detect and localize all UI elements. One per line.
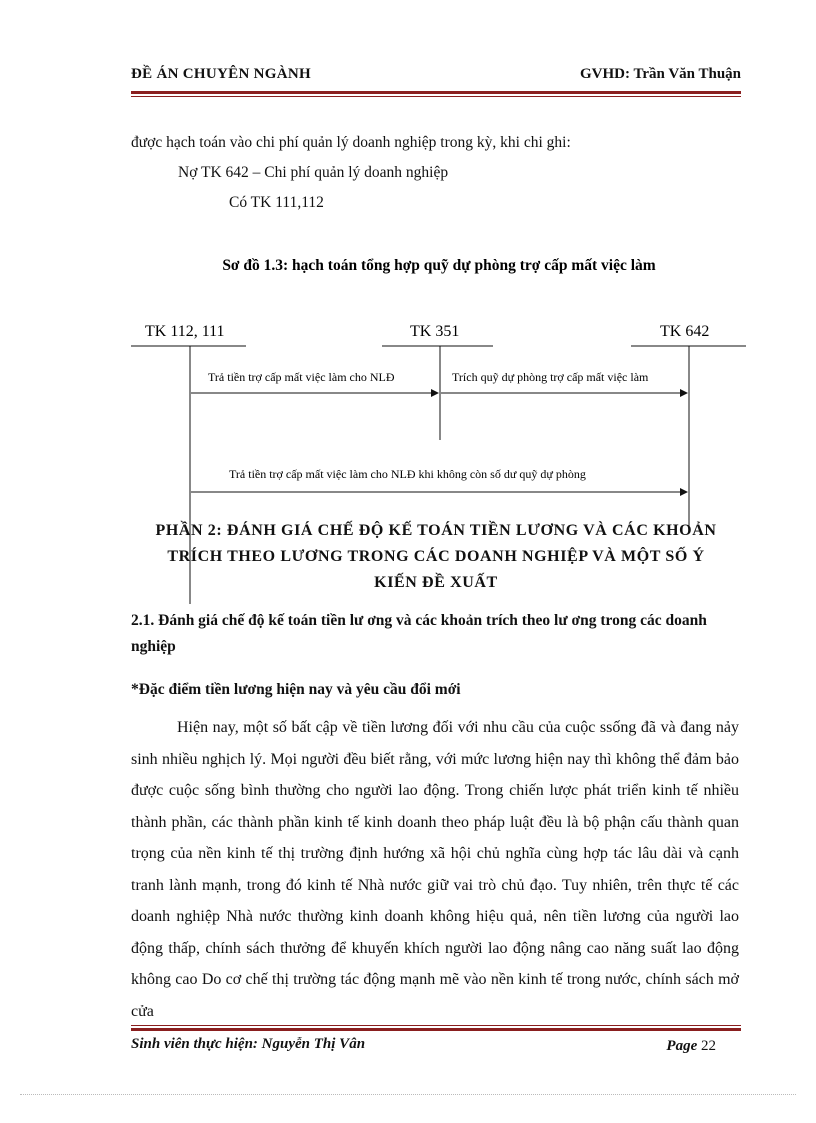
page-label: Page <box>666 1038 698 1054</box>
page-bottom-dotted-line <box>20 1094 796 1095</box>
footer-student: Sinh viên thực hiện: Nguyễn Thị Vân <box>131 1036 366 1052</box>
intro-line-3: Có TK 111,112 <box>229 194 324 211</box>
paragraph-text: Hiện nay, một số bất cập về tiền lương đối với nhu cầu của cuộc ssống đã và đang nảy sinh nhiều nghịch lý. Mọi người đều biết rằng, với mức lương hiện nay thì không thể đảm bảo được cuộc sống bình thường cho người lao động. Trong chiến lược phát triển kinh tế nhiều thành phần, các thành phần kinh tế kinh doanh theo pháp luật đều là bộ phận cấu thành quan trọng của nền kinh tế thị trường định hướng xã hội chủ nghĩa cùng hợp tác lâu dài và cạnh tranh lành mạnh, trong đó kinh tế Nhà nước giữ vai trò chủ đạo. Tuy nhiên, trên thực tế các doanh nghiệp Nhà nước thường kinh doanh không hiệu quả, nên tiền lương của người lao động thấp, chính sách thưởng để khuyến khích người lao động nâng cao năng suất lao động không cao Do cơ chế thị trường tác động mạnh mẽ vào nền kinh tế trong nước, chính sách mở cửa <box>131 719 739 1020</box>
header-rule-thin <box>131 96 741 97</box>
part2-line-3: KIẾN ĐỀ XUẤT <box>374 574 498 591</box>
account-label-tk642: TK 642 <box>660 323 710 340</box>
page-header <box>131 66 741 90</box>
arrow-label-pay-nld: Trả tiền trợ cấp mất việc làm cho NLĐ <box>208 370 395 384</box>
footer-page <box>666 1038 716 1055</box>
arrow-label-pay-no-balance: Trả tiền trợ cấp mất việc làm cho NLĐ khi không còn số dư quỹ dự phòng <box>229 467 586 481</box>
subsection-heading: *Đặc điểm tiền lương hiện nay và yêu cầu đổi mới <box>131 681 461 698</box>
arrow-label-provision: Trích quỹ dự phòng trợ cấp mất việc làm <box>452 370 649 384</box>
part2-heading <box>131 518 741 596</box>
header-rule-thick <box>131 91 741 94</box>
account-label-tk112: TK 112, 111 <box>145 323 225 340</box>
body-paragraph <box>131 712 739 1027</box>
intro-line-1: được hạch toán vào chi phí quản lý doanh nghiệp trong kỳ, khi chi ghi: <box>131 134 571 151</box>
footer-rule-thin <box>131 1025 741 1026</box>
intro-line-2: Nợ TK 642 – Chi phí quản lý doanh nghiệp <box>178 164 449 181</box>
header-supervisor: GVHD: Trần Văn Thuận <box>579 66 741 82</box>
header-title: ĐỀ ÁN CHUYÊN NGÀNH <box>131 66 311 82</box>
diagram-title: Sơ đồ 1.3: hạch toán tổng hợp quỹ dự phòng trợ cấp mất việc làm <box>222 257 656 274</box>
part2-line-1: PHẦN 2: ĐÁNH GIÁ CHẾ ĐỘ KẾ TOÁN TIỀN LƯƠNG VÀ CÁC KHOẢN <box>155 522 717 539</box>
account-label-tk351: TK 351 <box>410 323 460 340</box>
page-number: 22 <box>701 1038 716 1054</box>
section-heading: 2.1. Đánh giá chế độ kế toán tiền lư ơng và các khoản trích theo lư ơng trong các doanh nghiệp <box>131 612 707 655</box>
footer-rule-thick <box>131 1028 741 1031</box>
part2-line-2: TRÍCH THEO LƯƠNG TRONG CÁC DOANH NGHIỆP VÀ MỘT SỐ Ý <box>167 548 705 565</box>
